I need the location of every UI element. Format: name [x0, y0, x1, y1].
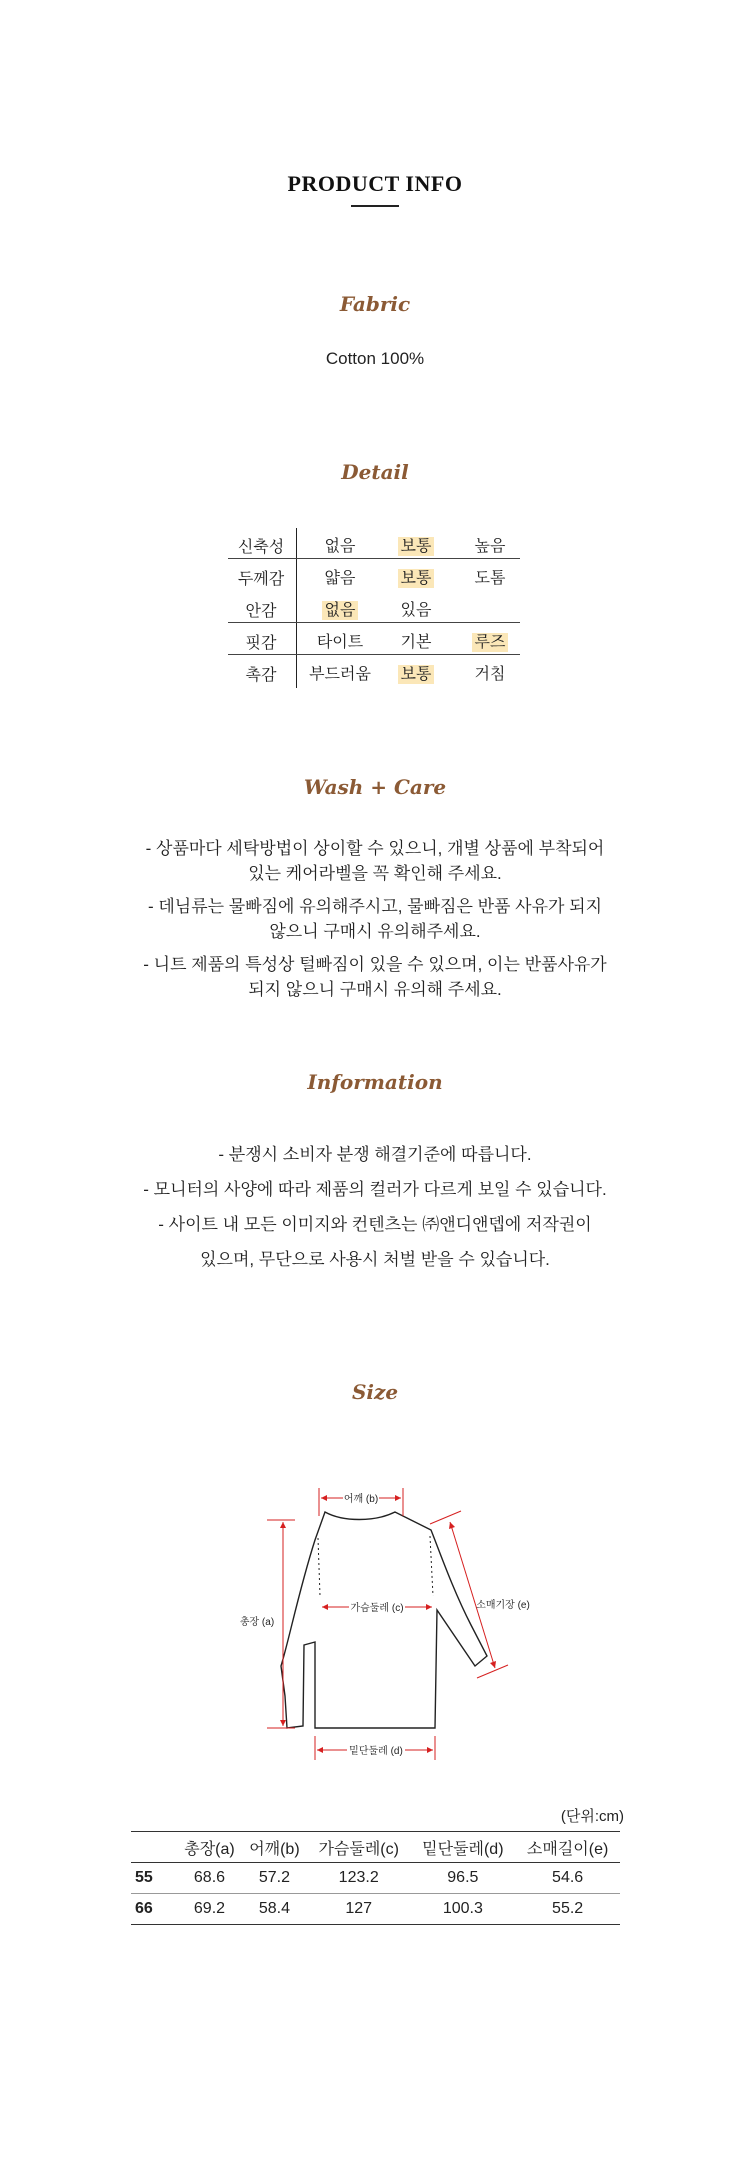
info-line: - 분쟁시 소비자 분쟁 해결기준에 따릅니다. — [218, 1145, 532, 1164]
detail-option: 부드러움 — [309, 666, 371, 683]
detail-option: 보통 — [398, 537, 435, 556]
size-cell: 58.4 — [242, 1894, 307, 1925]
size-cell: 57.2 — [242, 1863, 307, 1894]
sleeve-label: 소매기장 (e) — [476, 1600, 530, 1611]
size-row-label: 55 — [131, 1863, 177, 1894]
size-cell: 55.2 — [515, 1894, 620, 1925]
detail-label: 두께감 — [237, 571, 285, 588]
fabric-title: Fabric — [339, 292, 411, 316]
detail-row-lining — [228, 592, 520, 624]
info-line: - 모니터의 사양에 따라 제품의 컬러가 다르게 보일 수 있습니다. — [143, 1180, 607, 1199]
detail-row-touch — [228, 656, 520, 688]
size-cell: 123.2 — [307, 1863, 411, 1894]
info-line: - 사이트 내 모든 이미지와 컨텐츠는 ㈜앤디앤뎁에 저작권이 — [158, 1215, 592, 1234]
wash-line: - 데님류는 물빠짐에 유의해주시고, 물빠짐은 반품 사유가 되지 — [148, 897, 602, 916]
size-col-header: 밑단둘레(d) — [410, 1832, 515, 1863]
fabric-value: Cotton 100% — [325, 349, 425, 368]
page-title: PRODUCT INFO — [287, 171, 463, 196]
detail-option — [487, 596, 493, 615]
size-col-header: 어깨(b) — [242, 1832, 307, 1863]
size-col-header: 소매길이(e) — [515, 1832, 620, 1863]
info-line: 있으며, 무단으로 사용시 처벌 받을 수 있습니다. — [200, 1250, 550, 1269]
detail-option: 없음 — [324, 538, 356, 555]
chest-label: 가슴둘레 (c) — [350, 1603, 404, 1614]
size-table — [131, 1831, 620, 1925]
length-label: 총장 (a) — [239, 1617, 275, 1628]
detail-label: 신축성 — [237, 539, 285, 556]
size-table-header — [131, 1832, 620, 1863]
size-col-header: 가슴둘레(c) — [307, 1832, 411, 1863]
wash-line: - 니트 제품의 특성상 털빠짐이 있을 수 있으며, 이는 반품사유가 — [143, 955, 607, 974]
wash-line: 있는 케어라벨을 꼭 확인해 주세요. — [248, 864, 502, 883]
size-cell: 68.6 — [177, 1863, 242, 1894]
size-cell: 100.3 — [410, 1894, 515, 1925]
detail-option: 타이트 — [316, 634, 364, 651]
wash-title: Wash + Care — [303, 775, 447, 799]
information-title: Information — [307, 1070, 443, 1094]
size-cell: 69.2 — [177, 1894, 242, 1925]
detail-option: 있음 — [400, 602, 432, 619]
detail-option: 보통 — [398, 665, 435, 684]
detail-row-thickness — [228, 560, 520, 592]
detail-option: 도톰 — [474, 570, 506, 587]
size-row-label: 66 — [131, 1894, 177, 1925]
shoulder-label: 어깨 (b) — [343, 1494, 379, 1505]
detail-table — [228, 528, 520, 688]
detail-option: 기본 — [400, 634, 432, 651]
wash-line: 않으니 구매시 유의해주세요. — [269, 922, 481, 941]
title-underline — [351, 205, 399, 207]
detail-label: 핏감 — [245, 635, 277, 652]
size-table-row — [131, 1863, 620, 1894]
size-cell: 127 — [307, 1894, 411, 1925]
detail-row-fit — [228, 624, 520, 656]
size-table-row — [131, 1894, 620, 1925]
detail-option: 얇음 — [324, 570, 356, 587]
detail-label: 안감 — [245, 603, 277, 620]
size-unit: (단위:cm) — [560, 1808, 624, 1825]
detail-option: 보통 — [398, 569, 435, 588]
detail-option: 거침 — [474, 666, 506, 683]
wash-line: 되지 않으니 구매시 유의해 주세요. — [248, 980, 502, 999]
wash-line: - 상품마다 세탁방법이 상이할 수 있으니, 개별 상품에 부착되어 — [145, 839, 605, 858]
size-title: Size — [351, 1380, 399, 1404]
hem-label: 밑단둘레 (d) — [349, 1746, 403, 1757]
garment-outline — [281, 1512, 487, 1728]
detail-option: 높음 — [474, 538, 506, 555]
detail-row-stretch — [228, 528, 520, 560]
size-col-header: 총장(a) — [177, 1832, 242, 1863]
garment-size-diagram — [225, 1460, 565, 1760]
size-cell: 54.6 — [515, 1863, 620, 1894]
detail-label: 촉감 — [245, 667, 277, 684]
detail-title: Detail — [341, 460, 409, 484]
size-col-empty — [131, 1832, 177, 1863]
size-cell: 96.5 — [410, 1863, 515, 1894]
detail-option: 루즈 — [472, 633, 509, 652]
detail-option: 없음 — [322, 601, 359, 620]
